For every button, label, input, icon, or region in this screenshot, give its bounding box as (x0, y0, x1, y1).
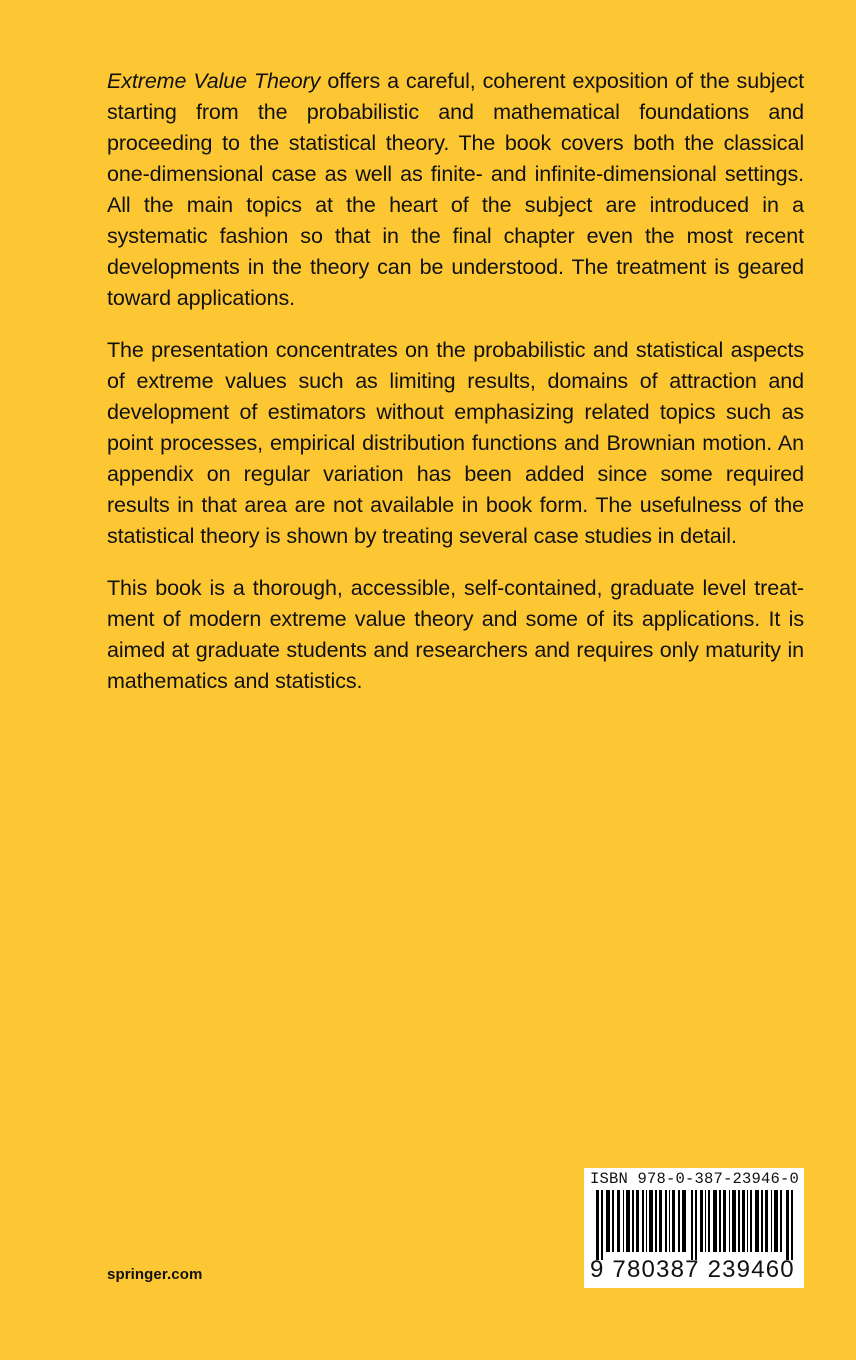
book-title-italic: Extreme Value Theory (107, 69, 321, 93)
blurb-paragraph-1 (107, 66, 804, 314)
blurb-paragraph-3: This book is a thorough, accessible, self-contained, graduate level treatment of modern extreme value theory and some of its applications. It is aimed at graduate students and researchers and requires only maturity in mathematics and statistics. (107, 576, 804, 693)
isbn-barcode (584, 1168, 804, 1288)
blurb-paragraph-1-text: offers a careful, coherent exposition of the subject starting from the probabilistic and mathematical foundations and proceeding to the statistical theory. The book covers both the classical one-dimensional case as well as finite- and infinite-dimensional settings. All the main topics at the heart of the subject are introduced in a systematic fashion so that in the final chapter even the most recent developments in the theory can be understood. The treatment is geared toward applications. (107, 69, 804, 310)
publisher-url: springer.com (107, 1266, 203, 1283)
barcode-bars-icon (596, 1190, 796, 1260)
barcode-digits: 9 780387 239460 (590, 1256, 795, 1283)
isbn-label: ISBN 978-0-387-23946-0 (590, 1170, 800, 1188)
cover-blurb (107, 66, 804, 718)
blurb-paragraph-2: The presentation concentrates on the probabilistic and statistical aspects of extreme values such as limiting results, domains of attraction and development of estimators without emphasizing related topics such as point processes, empirical distribution functions and Brownian motion. An appendix on regular variation has been added since some required results in that area are not available in book form. The usefulness of the statistical theory is shown by treating several case studies in detail. (107, 338, 804, 548)
